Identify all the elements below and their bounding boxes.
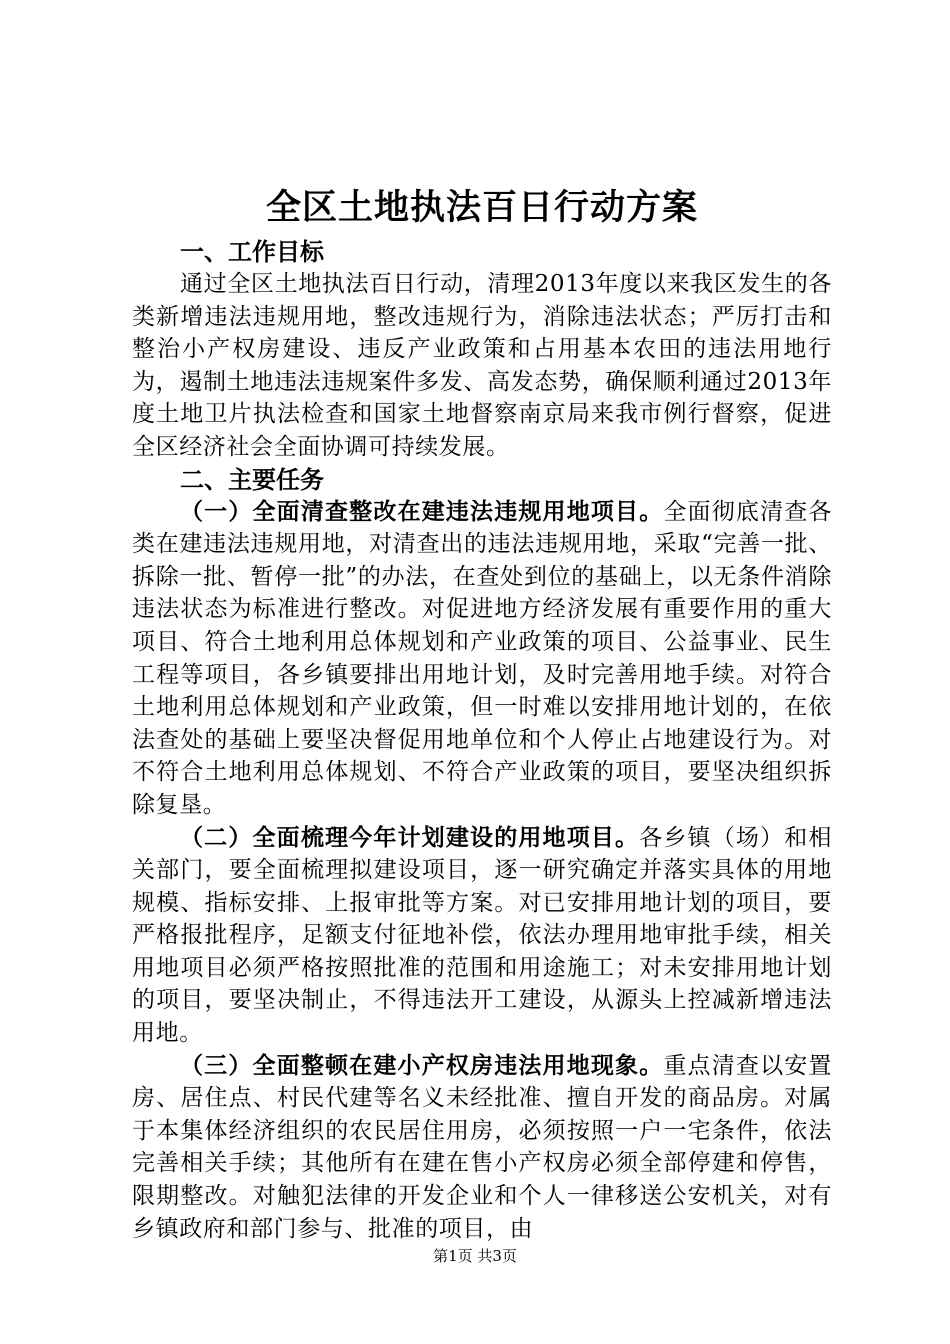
section-heading-goals: 一、工作目标 [180, 238, 324, 266]
task-body-1: 全面彻底清查各类在建违法违规用地，对清查出的违法违规用地，采取“完善一批、拆除一批、暂停一批”的办法，在查处到位的基础上，以无条件消除违法状态为标准进行整改。对促进地方经济发展有重要作用的重大项目、符合土地利用总体规划和产业政策的项目、公益事业、民生工程等项目，各乡镇要排出用地计划，及时完善用地手续。对符合土地利用总体规划和产业政策，但一时难以安排用地计划的，在依法查处的基础上要坚决督促用地单位和个人停止占地建设行为。对不符合土地利用总体规划、不符合产业政策的项目，要坚决组织拆除复垦。 [132, 498, 833, 818]
task-lead-2: （二）全面梳理今年计划建设的用地项目。 [180, 824, 640, 851]
document-title: 全区土地执法百日行动方案 [265, 188, 698, 228]
task-body-3: 重点清查以安置房、居住点、村民代建等名义未经批准、擅自开发的商品房。对属于本集体经济组织的农民居住用房，必须按照一户一宅条件，依法完善相关手续；其他所有在建在售小产权房必须全部停建和停售，限期整改。对触犯法律的开发企业和个人一律移送公安机关，对有乡镇政府和部门参与、批准的项目，由 [132, 1052, 833, 1242]
section-paragraph-goals: 通过全区土地执法百日行动，清理2013年度以来我区发生的各类新增违法违规用地，整改违规行为，消除违法状态；严厉打击和整治小产权房建设、违反产业政策和占用基本农田的违法用地行为，遏制土地违法违规案件多发、高发态势，确保顺利通过2013年度土地卫片执法检查和国家土地督察南京局来我市例行督察，促进全区经济社会全面协调可持续发展。 [132, 271, 832, 460]
task-paragraph-1 [132, 496, 832, 822]
section-heading-tasks: 二、主要任务 [180, 465, 324, 494]
task-paragraph-2 [132, 822, 832, 1050]
document-page [132, 180, 832, 1245]
task-lead-3: （三）全面整顿在建小产权房违法用地现象。 [180, 1052, 664, 1079]
task-lead-1: （一）全面清查整改在建违法违规用地项目。 [180, 498, 664, 525]
page-footer: 第1页 共3页 [433, 1247, 517, 1265]
task-body-2: 各乡镇（场）和相关部门，要全面梳理拟建设项目，逐一研究确定并落实具体的用地规模、指标安排、上报审批等方案。对已安排用地计划的项目，要严格报批程序，足额支付征地补偿，依法办理用地审批手续，相关用地项目必须严格按照批准的范围和用途施工；对未安排用地计划的项目，要坚决制止，不得违法开工建设，从源头上控减新增违法用地。 [132, 824, 832, 1047]
task-paragraph-3 [132, 1050, 832, 1246]
